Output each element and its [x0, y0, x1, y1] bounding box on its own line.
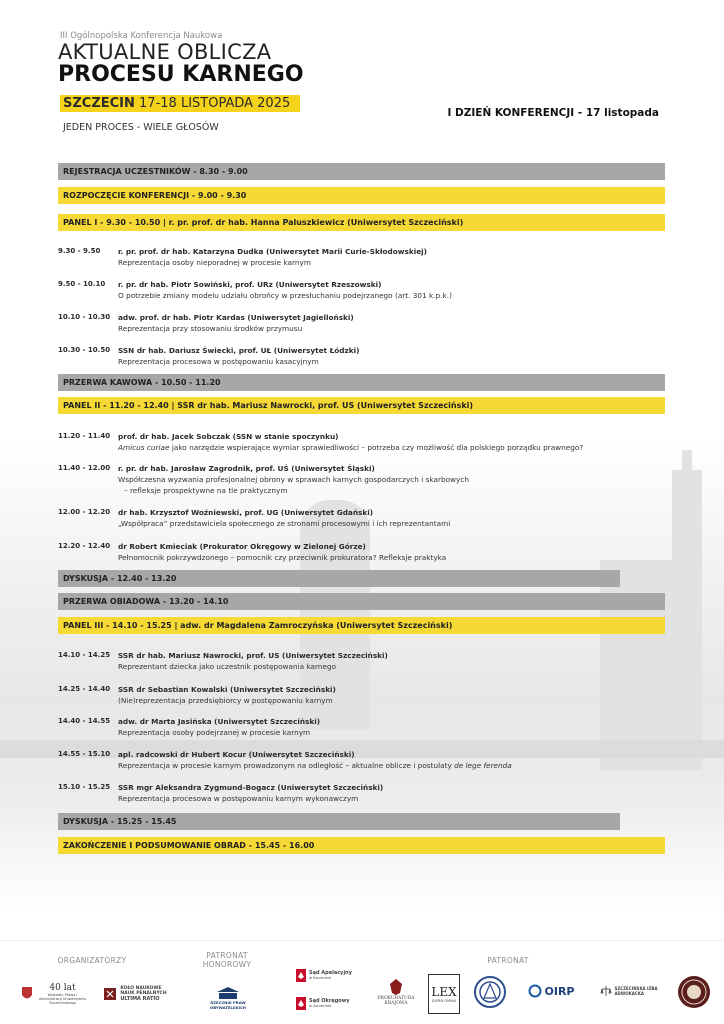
talk-title: Reprezentant dziecka jako uczestnik postępowania karnego: [118, 662, 337, 671]
sad-okregowy-logo: [296, 994, 366, 1012]
ultima-line-2: NAUK PENALNYCH: [120, 991, 167, 997]
talk-speaker: prof. dr hab. Jacek Sobczak (SSN w stanie spoczynku): [118, 432, 339, 441]
conference-subtitle: III Ogólnopolska Konferencja Naukowa: [60, 31, 223, 41]
sad-apelacyjny-text: [309, 970, 352, 980]
talk-speaker: SSN dr hab. Dariusz Świecki, prof. UŁ (Uniwersytet Łódzki): [118, 346, 360, 355]
eagle-icon: [296, 997, 306, 1010]
oirp-icon: [528, 984, 542, 998]
talk-title-main: Reprezentacja w procesie karnym prowadzonym na odległość – aktualne oblicze i postulaty: [118, 761, 455, 770]
talk-speaker: apl. radcowski dr Hubert Kocur (Uniwersytet Szczeciński): [118, 750, 355, 759]
patronage-label: PATRONAT: [487, 956, 529, 965]
sad-okr-line-1: Sąd Okręgowy: [309, 998, 350, 1004]
coffee-break-bar: PRZERWA KAWOWA - 10.50 - 11.20: [58, 374, 665, 391]
city: SZCZECIN: [63, 96, 135, 111]
prokuratura-line-2: KRAJOWA: [384, 1001, 408, 1006]
sia-text: [614, 986, 657, 996]
registration-bar: REJESTRACJA UCZESTNIKÓW - 8.30 - 9.00: [58, 163, 665, 180]
oirp-text: OIRP: [544, 984, 575, 998]
talk-speaker: dr Robert Kmieciak (Prokurator Okręgowy w Zielonej Górze): [118, 542, 366, 551]
crest-icon: [20, 985, 34, 1003]
court-seal-logo: [676, 974, 712, 1010]
talk-title: Reprezentacja procesowa w postępowaniu karnym wykonawczym: [118, 794, 359, 803]
building-icon: [215, 986, 241, 1000]
panel-2-bar: PANEL II - 11.20 - 12.40 | SSR dr hab. Mariusz Nawrocki, prof. US (Uniwersytet Szczeciński): [58, 397, 665, 414]
talk-speaker: adw. dr Marta Jasińska (Uniwersytet Szczeciński): [118, 717, 321, 726]
university-40-text: [37, 983, 89, 1005]
eagle-icon: [296, 969, 306, 982]
motto: JEDEN PROCES - WIELE GŁOSÓW: [63, 122, 219, 133]
talk-title-italic: de lege ferenda: [454, 761, 512, 770]
talk-title: Reprezentacja przy stosowaniu środków przymusu: [118, 324, 303, 333]
talk-speaker: r. pr. prof. dr hab. Katarzyna Dudka (Uniwersytet Marii Curie-Skłodowskiej): [118, 247, 427, 256]
eagle-emblem-icon: [388, 978, 404, 996]
talk-time: 14.25 - 14.40: [58, 685, 111, 693]
sad-apel-line-2: w Szczecinie: [309, 976, 332, 980]
ultima-line-1: KOŁO NAUKOWE: [120, 985, 162, 991]
talk-title: (Nie)reprezentacja przedsiębiorcy w postępowaniu karnym: [118, 696, 333, 705]
sia-line-1: SZCZECIŃSKA IZBA: [614, 986, 658, 991]
ultima-ratio-text: [120, 986, 166, 1003]
prokuratura-text: [378, 996, 415, 1006]
talk-time: 11.40 - 12.00: [58, 464, 111, 472]
title-line-2: PROCESU KARNEGO: [58, 62, 304, 87]
seal-icon: [677, 975, 711, 1009]
talk-time: 12.00 - 12.20: [58, 508, 111, 516]
bar-association-emblem-icon: [473, 975, 507, 1009]
talk-title: Pełnomocnik pokrzywdzonego – pomocnik czy przeciwnik prokuratora? Refleksje praktyka: [118, 553, 447, 562]
scales-icon: [600, 985, 612, 997]
bar-association-logo: [472, 974, 508, 1010]
prokuratura-line-1: PROKURATURA: [377, 996, 415, 1001]
talk-title: Współczesna wyzwania profesjonalnej obrony w sprawach karnych gospodarczych i skarbowych: [118, 475, 469, 484]
sia-line-2: ADWOKACKA: [614, 991, 644, 996]
lex-super-omnia-logo: [428, 974, 460, 1014]
talk-speaker: r. pr. dr hab. Jarosław Zagrodnik, prof. UŚ (Uniwersytet Śląski): [118, 464, 375, 473]
talk-title: [118, 760, 512, 771]
rpo-logo: [200, 980, 256, 1016]
talk-title: Reprezentacja osoby nieporadnej w procesie karnym: [118, 258, 311, 267]
talk-time: 15.10 - 15.25: [58, 783, 111, 791]
dates: 17-18 LISTOPADA 2025: [134, 96, 291, 111]
talk-speaker: SSR mgr Aleksandra Zygmund-Bogacz (Uniwersytet Szczeciński): [118, 783, 384, 792]
day-label: I DZIEŃ KONFERENCJI - 17 listopada: [447, 107, 659, 119]
talk-speaker: r. pr. dr hab. Piotr Sowiński, prof. URz (Uniwersytet Rzeszowski): [118, 280, 382, 289]
sad-apelacyjny-logo: [296, 966, 366, 984]
sad-okregowy-text: [309, 998, 350, 1008]
organizers-label: ORGANIZATORZY: [57, 956, 127, 965]
talk-time: 14.10 - 14.25: [58, 651, 111, 659]
honorary-patronage-label: [192, 951, 262, 969]
talk-time: 14.55 - 15.10: [58, 750, 111, 758]
footer-divider: [0, 940, 724, 941]
title-line-1: AKTUALNE OBLICZA: [58, 40, 272, 64]
talk-time: 10.30 - 10.50: [58, 346, 111, 354]
ultima-line-3: ULTIMA RATIO: [120, 995, 160, 1002]
discussion-1-bar: DYSKUSJA - 12.40 - 13.20: [58, 570, 620, 587]
background-tower: [672, 470, 702, 770]
talk-title-rest: jako narzędzie wspierające wymiar sprawiedliwości – potrzeba czy możliwość dla polskiego porządku prawnego?: [169, 443, 584, 452]
ultima-ratio-icon: [103, 987, 117, 1001]
lex-sub-text: SUPER OMNIA: [431, 999, 457, 1003]
talk-speaker: SSR dr hab. Mariusz Nawrocki, prof. US (Uniwersytet Szczeciński): [118, 651, 388, 660]
honorary-label-line-1: PATRONAT: [206, 951, 248, 960]
discussion-2-bar: DYSKUSJA - 15.25 - 15.45: [58, 813, 620, 830]
talk-title: [118, 442, 583, 453]
lunch-break-bar: PRZERWA OBIADOWA - 13.20 - 14.10: [58, 593, 665, 610]
logo-40-lat: 40 lat: [49, 983, 76, 993]
talk-time: 9.50 - 10.10: [58, 280, 106, 288]
logo-40-subtitle: Wydziału Prawa i Administracji Uniwersytetu Szczecińskiego: [38, 993, 87, 1005]
opening-bar: ROZPOCZĘCIE KONFERENCJI - 9.00 - 9.30: [58, 187, 665, 204]
honorary-label-line-2: HONOROWY: [202, 960, 252, 969]
sad-okr-line-2: w Szczecinie: [309, 1004, 332, 1008]
szczecinska-izba-adwokacka-logo: [592, 983, 666, 999]
talk-time: 14.40 - 14.55: [58, 717, 111, 725]
lex-text: LEX: [431, 985, 457, 999]
talk-speaker: adw. prof. dr hab. Piotr Kardas (Uniwersytet Jagielloński): [118, 313, 354, 322]
talk-time: 11.20 - 11.40: [58, 432, 111, 440]
talk-speaker: SSR dr Sebastian Kowalski (Uniwersytet Szczeciński): [118, 685, 336, 694]
talk-title: O potrzebie zmiany modelu udziału obrońcy w przesłuchaniu podejrzanego (art. 301 k.p.k.): [118, 291, 452, 300]
talk-time: 9.30 - 9.50: [58, 247, 101, 255]
sad-apel-line-1: Sąd Apelacyjny: [309, 970, 352, 976]
rpo-text: RZECZNIK PRAW OBYWATELSKICH: [210, 1000, 246, 1010]
university-40-years-logo: [18, 980, 90, 1008]
panel-1-bar: PANEL I - 9.30 - 10.50 | r. pr. prof. dr hab. Hanna Paluszkiewicz (Uniwersytet Szczeciński): [58, 214, 665, 231]
talk-title: Reprezentacja procesowa w postępowaniu kasacyjnym: [118, 357, 319, 366]
talk-title: „Współpraca” przedstawiciela społecznego ze stronami procesowymi i ich reprezentantami: [118, 519, 451, 528]
date-banner: [60, 95, 300, 112]
closing-bar: ZAKOŃCZENIE I PODSUMOWANIE OBRAD - 15.45 - 16.00: [58, 837, 665, 854]
background-tower-spire: [682, 450, 692, 474]
talk-title-continued: – refleksje prospektywne na tle praktycznym: [124, 486, 288, 495]
ultima-ratio-logo: [96, 980, 174, 1008]
talk-title: Reprezentacja osoby podejrzanej w procesie karnym: [118, 728, 311, 737]
panel-3-bar: PANEL III - 14.10 - 15.25 | adw. dr Magdalena Zamroczyńska (Uniwersytet Szczeciński): [58, 617, 665, 634]
prokuratura-krajowa-logo: [370, 970, 422, 1014]
talk-title-italic: Amicus curiae: [118, 443, 170, 452]
oirp-logo: [520, 982, 582, 1000]
talk-time: 12.20 - 12.40: [58, 542, 111, 550]
background-building: [600, 560, 672, 770]
talk-time: 10.10 - 10.30: [58, 313, 111, 321]
talk-speaker: dr hab. Krzysztof Woźniewski, prof. UG (Uniwersytet Gdański): [118, 508, 374, 517]
